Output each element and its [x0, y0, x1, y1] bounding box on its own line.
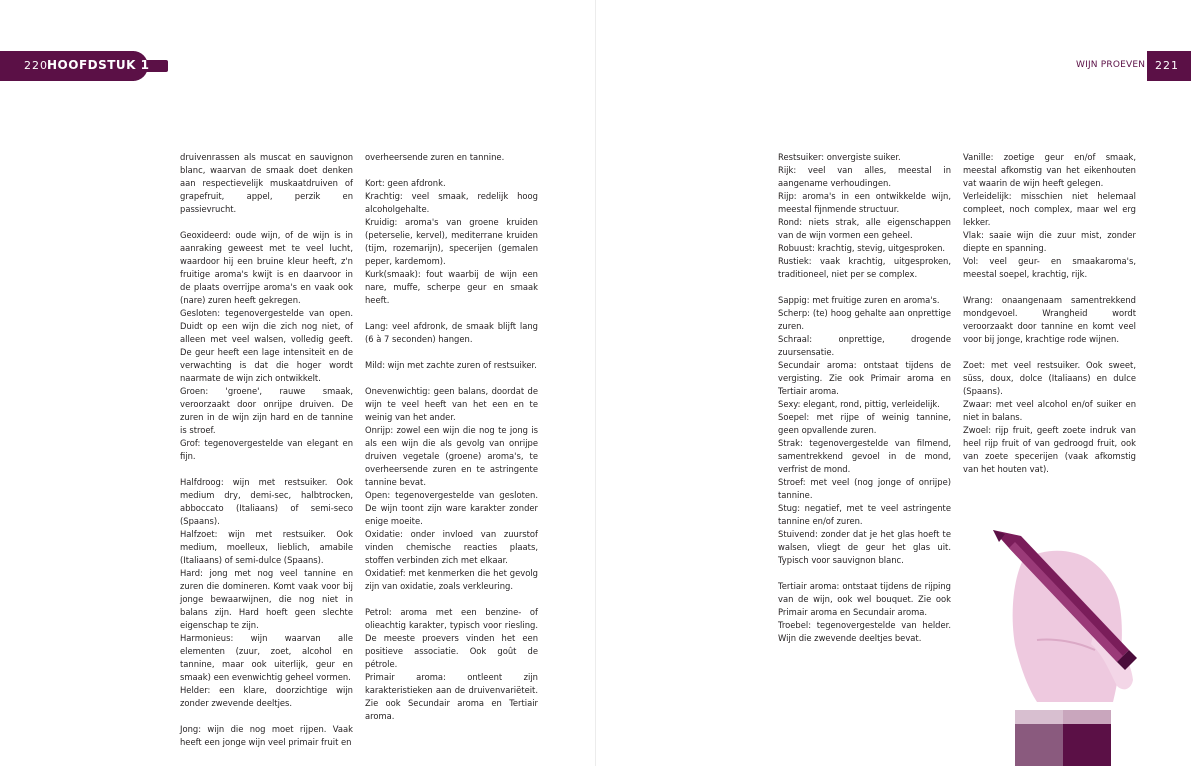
section-title: WIJN PROEVEN [1076, 60, 1146, 70]
glossary-entry: Petrol: aroma met een benzine- of olieachtig karakter, typisch voor riesling. De meeste proevers vinden het een positieve associatie. Ook goût de pétrole. [365, 607, 538, 669]
glossary-entry: Grof: tegenovergestelde van elegant en fijn. [180, 438, 353, 461]
glossary-entry: Sappig: met fruitige zuren en aroma's. [778, 295, 940, 305]
text-column-2 [365, 151, 538, 723]
glossary-entry: Robuust: krachtig, stevig, uitgesproken. [778, 243, 946, 253]
glossary-entry: Kruidig: aroma's van groene kruiden (peterselie, kervel), mediterrane kruiden (tijm, rozemarijn), specerijen (gemalen peper, kardemom). [365, 217, 538, 266]
glossary-entry: Primair aroma: ontleent zijn karakteristieken aan de druivenvariëteit. Zie ook Secundair aroma en Tertiair aroma. [365, 672, 538, 721]
sleeve-cuff [1015, 710, 1111, 766]
glossary-entry: Vanille: zoetige geur en/of smaak, meestal afkomstig van het eikenhouten vat waarin de wijn heeft gelegen. [963, 152, 1136, 188]
glossary-entry: Onevenwichtig: geen balans, doordat de wijn te veel heeft van het een en te weinig van het ander. [365, 386, 538, 422]
bottle-header-icon [0, 51, 170, 81]
text-column-3 [778, 151, 951, 645]
page-gutter [595, 0, 596, 766]
glossary-entry: Hard: jong met nog veel tannine en zuren die domineren. Komt vaak voor bij jonge bewaarwijnen, die nog niet in balans zijn. Hard hoeft geen slechte eigenschap te zijn. [180, 568, 353, 630]
glossary-entry: Rustiek: vaak krachtig, uitgesproken, traditioneel, niet per se complex. [778, 256, 951, 279]
glossary-entry: Rijp: aroma's in een ontwikkelde wijn, meestal fijnmende structuur. [778, 191, 951, 214]
glossary-entry: Kurk(smaak): fout waarbij de wijn een nare, muffe, scherpe geur en smaak heeft. [365, 269, 538, 305]
glossary-entry: Onrijp: zowel een wijn die nog te jong is als een wijn die als gevolg van onrijpe druiven vegetale (groene) aroma's, te overheersende zuren en te astringente tannine bevat. [365, 425, 538, 487]
glossary-entry: Halfzoet: wijn met restsuiker. Ook medium, moelleux, lieblich, amabile (Italiaans) of semi-dulce (Spaans). [180, 529, 353, 565]
right-page-number: 221 [1155, 59, 1179, 72]
glossary-entry: Troebel: tegenovergestelde van helder. Wijn die zwevende deeltjes bevat. [778, 620, 951, 643]
glossary-entry: Stug: negatief, met te veel astringente tannine en/of zuren. [778, 503, 951, 526]
glossary-entry: Schraal: onprettige, drogende zuursensatie. [778, 334, 951, 357]
glossary-entry: Stroef: met veel (nog jonge of onrijpe) tannine. [778, 477, 951, 500]
glossary-entry: Helder: een klare, doorzichtige wijn zonder zwevende deeltjes. [180, 685, 353, 708]
glossary-entry: Mild: wijn met zachte zuren of restsuiker. [365, 360, 537, 370]
glossary-entry: Geoxideerd: oude wijn, of de wijn is in aanraking geweest met te veel lucht, waardoor hij een bruine kleur heeft, z'n fruitige aroma's kwijt is en daarvoor in de plaats overrijpe aroma's en vaak ook (nare) zuren heeft gekregen. [180, 230, 353, 305]
glossary-entry: Zwaar: met veel alcohol en/of suiker en niet in balans. [963, 399, 1136, 422]
glossary-entry: Secundair aroma: ontstaat tijdens de vergisting. Zie ook Primair aroma en Tertiair aroma. [778, 360, 951, 396]
glossary-entry: overheersende zuren en tannine. [365, 152, 505, 162]
glossary-entry: Verleidelijk: misschien niet helemaal compleet, noch complex, maar wel erg lekker. [963, 191, 1136, 227]
glossary-entry: Sexy: elegant, rond, pittig, verleidelijk. [778, 399, 940, 409]
glossary-entry: Vlak: saaie wijn die zuur mist, zonder diepte en spanning. [963, 230, 1136, 253]
glossary-entry: Rijk: veel van alles, meestal in aangename verhoudingen. [778, 165, 951, 188]
glossary-entry: Groen: 'groene', rauwe smaak, veroorzaakt door onrijpe druiven. De zuren in de wijn zijn hard en de tannine is stroef. [180, 386, 353, 435]
glossary-entry: Jong: wijn die nog moet rijpen. Vaak heeft een jonge wijn veel primair fruit en [180, 724, 353, 747]
glossary-entry: Halfdroog: wijn met restsuiker. Ook medium dry, demi-sec, halbtrocken, abboccato (Italiaans) of semi-seco (Spaans). [180, 477, 353, 526]
glossary-entry: Harmonieus: wijn waarvan alle elementen (zuur, zoet, alcohol en tannine, maar ook uiterlijk, geur en smaak) een evenwichtig geheel vormen. [180, 633, 353, 682]
glossary-entry: Stuivend: zonder dat je het glas hoeft te walsen, vliegt de geur het glas uit. Typisch voor sauvignon blanc. [778, 529, 951, 565]
glossary-entry: Open: tegenovergestelde van gesloten. De wijn toont zijn ware karakter zonder enige moeite. [365, 490, 538, 526]
glossary-entry: Krachtig: veel smaak, redelijk hoog alcoholgehalte. [365, 191, 538, 214]
glossary-entry: Scherp: (te) hoog gehalte aan onprettige zuren. [778, 308, 951, 331]
hand-with-pencil-illustration [985, 520, 1145, 766]
glossary-entry: Tertiair aroma: ontstaat tijdens de rijping van de wijn, ook wel bouquet. Zie ook Primair aroma en Secundair aroma. [778, 581, 951, 617]
hand-icon [1013, 551, 1133, 702]
right-page-number-box [1147, 51, 1191, 81]
glossary-entry: druivenrassen als muscat en sauvignon blanc, waarvan de smaak doet denken aan respectievelijk muskaatdruiven of grapefruit, appel, perzik en passievrucht. [180, 152, 353, 214]
glossary-entry: Zwoel: rijp fruit, geeft zoete indruk van heel rijp fruit of van gedroogd fruit, ook van zoete specerijen (vaak afkomstig van het houten vat). [963, 425, 1136, 474]
glossary-entry: Rond: niets strak, alle eigenschappen van de wijn vormen een geheel. [778, 217, 951, 240]
text-column-4 [963, 151, 1136, 476]
chapter-title: HOOFDSTUK 1 [47, 58, 150, 72]
glossary-entry: Oxidatief: met kenmerken die het gevolg zijn van oxidatie, zoals verkleuring. [365, 568, 538, 591]
glossary-entry: Wrang: onaangenaam samentrekkend mondgevoel. Wrangheid wordt veroorzaakt door tannine en komt veel voor bij jonge, krachtige rode wijnen. [963, 295, 1136, 344]
glossary-entry: Soepel: met rijpe of weinig tannine, geen opvallende zuren. [778, 412, 951, 435]
left-page-number: 220 [24, 59, 48, 72]
glossary-entry: Gesloten: tegenovergestelde van open. Duidt op een wijn die zich nog niet, of alleen met veel walsen, volledig geeft. De geur heeft een lage intensiteit en de verwachting is dat die hoger wordt naarmate de wijn zich ontwikkelt. [180, 308, 353, 383]
text-column-1 [180, 151, 353, 749]
glossary-entry: Vol: veel geur- en smaakaroma's, meestal soepel, krachtig, rijk. [963, 256, 1136, 279]
glossary-entry: Zoet: met veel restsuiker. Ook sweet, süss, doux, dolce (Italiaans) en dulce (Spaans). [963, 360, 1136, 396]
glossary-entry: Lang: veel afdronk, de smaak blijft lang (6 à 7 seconden) hangen. [365, 321, 538, 344]
glossary-entry: Oxidatie: onder invloed van zuurstof vinden chemische reacties plaats, stoffen verbinden zich met elkaar. [365, 529, 538, 565]
glossary-entry: Kort: geen afdronk. [365, 178, 446, 188]
glossary-entry: Strak: tegenovergestelde van filmend, samentrekkend gevoel in de mond, verfrist de mond. [778, 438, 951, 474]
glossary-entry: Restsuiker: onvergiste suiker. [778, 152, 901, 162]
